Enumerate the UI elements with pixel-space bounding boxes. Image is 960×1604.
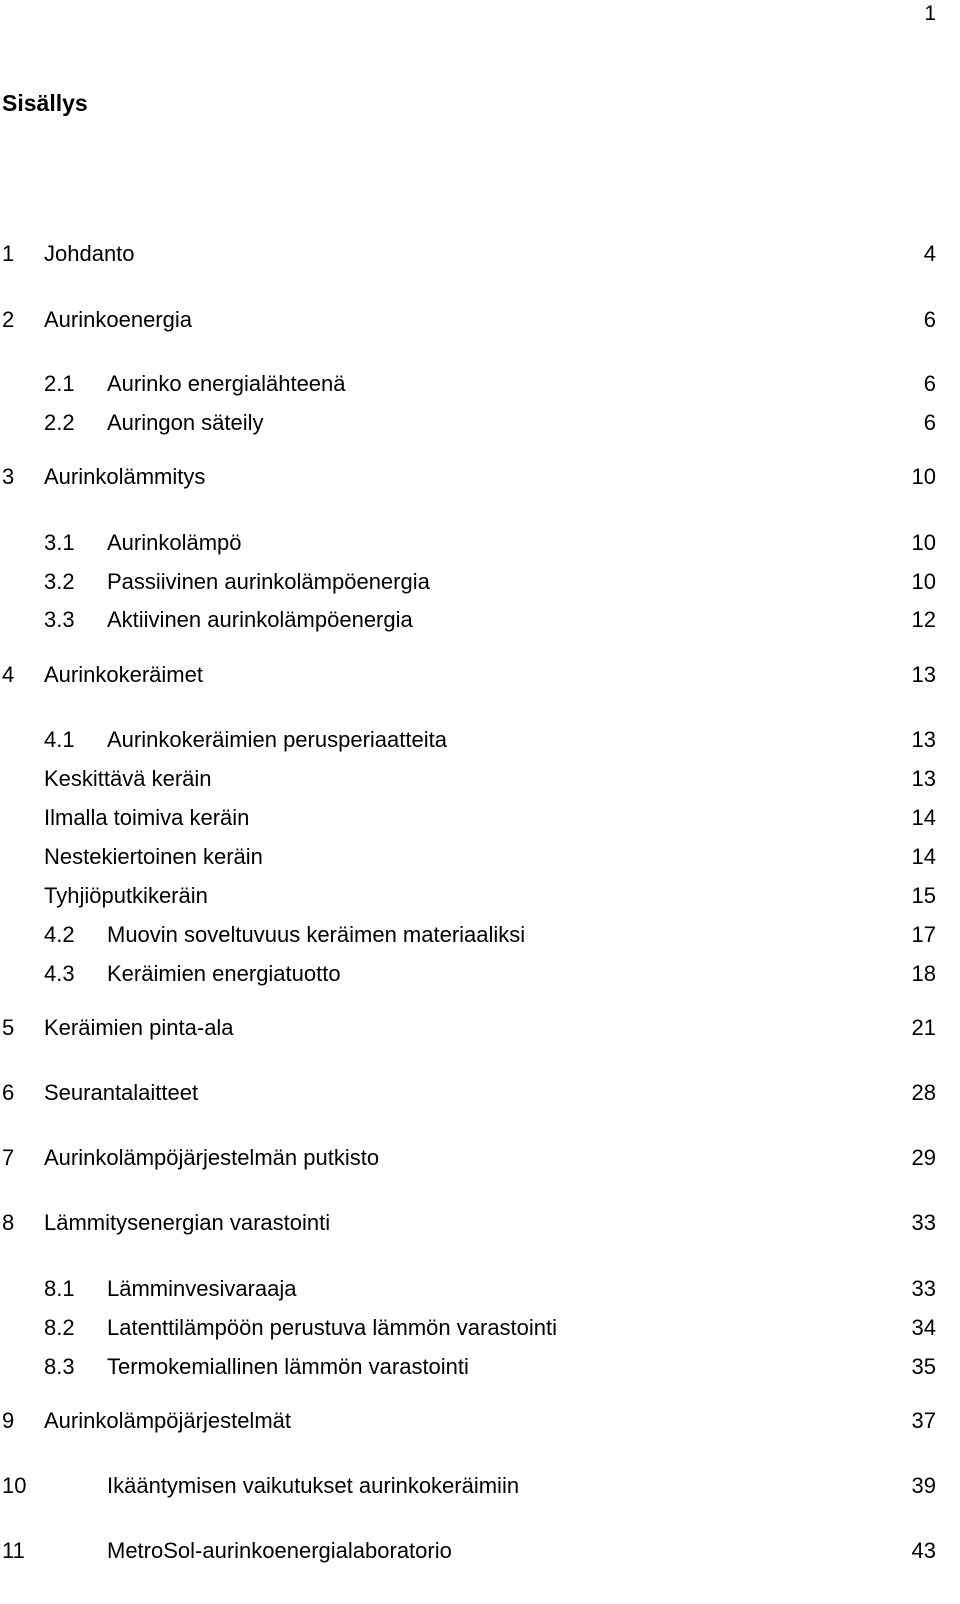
toc-entry-number: 10 — [2, 1473, 27, 1498]
toc-entry-4-1-a — [0, 764, 960, 794]
toc-entry-title: Tyhjiöputkikeräin — [44, 883, 208, 908]
toc-entry-page: 18 — [911, 961, 936, 986]
toc-entry-page: 10 — [911, 569, 936, 594]
toc-entry-5 — [0, 1013, 960, 1043]
toc-entry-number: 8 — [2, 1210, 15, 1235]
toc-entry-number: 6 — [2, 1080, 15, 1105]
toc-entry-11 — [0, 1536, 960, 1566]
toc-entry-title: Auringon säteily — [107, 410, 264, 435]
toc-entry-number: 3.1 — [44, 530, 75, 555]
toc-entry-page: 35 — [911, 1354, 936, 1379]
toc-entry-title: Nestekiertoinen keräin — [44, 844, 263, 869]
toc-entry-9 — [0, 1406, 960, 1436]
toc-entry-page: 37 — [911, 1408, 936, 1433]
toc-entry-3-3 — [0, 605, 960, 635]
toc-entry-10 — [0, 1471, 960, 1501]
toc-entry-3-1 — [0, 528, 960, 558]
toc-entry-page: 43 — [911, 1538, 936, 1563]
toc-entry-6 — [0, 1078, 960, 1108]
toc-entry-7 — [0, 1143, 960, 1173]
toc-entry-page: 10 — [911, 464, 936, 489]
toc-entry-title: Latenttilämpöön perustuva lämmön varastointi — [107, 1315, 558, 1340]
toc-entry-title: Aurinko energialähteenä — [107, 371, 346, 396]
toc-entry-number: 3.3 — [44, 607, 75, 632]
toc-entry-title: MetroSol-aurinkoenergialaboratorio — [107, 1538, 452, 1563]
toc-entry-4-1-b — [0, 803, 960, 833]
toc-entry-page: 21 — [911, 1015, 936, 1040]
toc-entry-page: 6 — [923, 371, 936, 396]
toc-entry-page: 33 — [911, 1210, 936, 1235]
toc-entry-number: 3 — [2, 464, 15, 489]
toc-entry-page: 6 — [923, 307, 936, 332]
toc-entry-page: 15 — [911, 883, 936, 908]
toc-entry-number: 2 — [2, 307, 15, 332]
toc-entry-title: Lämminvesivaraaja — [107, 1276, 297, 1301]
toc-entry-title: Aurinkolämmitys — [44, 464, 206, 489]
toc-entry-page: 33 — [911, 1276, 936, 1301]
toc-entry-title: Aurinkokeräimien perusperiaatteita — [107, 727, 447, 752]
toc-entry-number: 4.3 — [44, 961, 75, 986]
toc-entry-title: Keskittävä keräin — [44, 766, 212, 791]
toc-entry-page: 13 — [911, 727, 936, 752]
toc-entry-page: 4 — [923, 241, 936, 266]
toc-entry-page: 13 — [911, 766, 936, 791]
toc-entry-1 — [0, 239, 960, 269]
toc-entry-page: 6 — [923, 410, 936, 435]
toc-entry-4 — [0, 660, 960, 690]
toc-entry-title: Passiivinen aurinkolämpöenergia — [107, 569, 430, 594]
toc-entry-8-1 — [0, 1274, 960, 1304]
toc-entry-2 — [0, 305, 960, 335]
toc-entry-4-2 — [0, 920, 960, 950]
toc-entry-4-1-c — [0, 842, 960, 872]
toc-entry-page: 39 — [911, 1473, 936, 1498]
toc-entry-title: Aurinkoenergia — [44, 307, 192, 332]
toc-entry-title: Keräimien pinta-ala — [44, 1015, 234, 1040]
page-number: 1 — [924, 2, 936, 25]
toc-entry-title: Seurantalaitteet — [44, 1080, 199, 1105]
toc-entry-4-1-d — [0, 881, 960, 911]
toc-entry-number: 2.1 — [44, 371, 75, 396]
toc-entry-number: 8.1 — [44, 1276, 75, 1301]
toc-entry-title: Ikääntymisen vaikutukset aurinkokeräimiin — [107, 1473, 520, 1498]
toc-entry-title: Aurinkolämpö — [107, 530, 242, 555]
toc-entry-title: Aurinkokeräimet — [44, 662, 203, 687]
toc-entry-page: 14 — [911, 844, 936, 869]
toc-entry-number: 3.2 — [44, 569, 75, 594]
toc-entry-number: 4.1 — [44, 727, 75, 752]
toc-entry-title: Keräimien energiatuotto — [107, 961, 341, 986]
toc-entry-3 — [0, 462, 960, 492]
toc-entry-page: 28 — [911, 1080, 936, 1105]
toc-entry-8-2 — [0, 1313, 960, 1343]
toc-entry-number: 7 — [2, 1145, 15, 1170]
toc-entry-number: 8.3 — [44, 1354, 75, 1379]
toc-entry-title: Johdanto — [44, 241, 135, 266]
toc-entry-4-1 — [0, 725, 960, 755]
toc-entry-title: Termokemiallinen lämmön varastointi — [107, 1354, 469, 1379]
toc-entry-2-2 — [0, 408, 960, 438]
toc-entry-title: Lämmitysenergian varastointi — [44, 1210, 331, 1235]
toc-entry-number: 9 — [2, 1408, 15, 1433]
toc-entry-number: 8.2 — [44, 1315, 75, 1340]
toc-entry-4-3 — [0, 959, 960, 989]
toc-entry-8 — [0, 1208, 960, 1238]
toc-entry-number: 2.2 — [44, 410, 75, 435]
toc-title: Sisällys — [2, 90, 88, 116]
toc-entry-number: 4.2 — [44, 922, 75, 947]
toc-entry-2-1 — [0, 369, 960, 399]
toc-entry-number: 1 — [2, 241, 15, 266]
toc-entry-title: Muovin soveltuvuus keräimen materiaaliksi — [107, 922, 526, 947]
toc-entry-title: Aurinkolämpöjärjestelmän putkisto — [44, 1145, 380, 1170]
toc-entry-number: 11 — [2, 1538, 25, 1563]
toc-entry-title: Aurinkolämpöjärjestelmät — [44, 1408, 291, 1433]
toc-entry-page: 17 — [911, 922, 936, 947]
toc-entry-page: 29 — [911, 1145, 936, 1170]
toc-entry-3-2 — [0, 567, 960, 597]
toc-entry-title: Aktiivinen aurinkolämpöenergia — [107, 607, 413, 632]
toc-entry-page: 13 — [911, 662, 936, 687]
toc-entry-page: 14 — [911, 805, 936, 830]
toc-entry-page: 34 — [911, 1315, 936, 1340]
toc-entry-number: 4 — [2, 662, 15, 687]
toc-entry-page: 10 — [911, 530, 936, 555]
toc-entry-page: 12 — [911, 607, 936, 632]
toc-entry-8-3 — [0, 1352, 960, 1382]
toc-entry-title: Ilmalla toimiva keräin — [44, 805, 250, 830]
toc-entry-number: 5 — [2, 1015, 15, 1040]
